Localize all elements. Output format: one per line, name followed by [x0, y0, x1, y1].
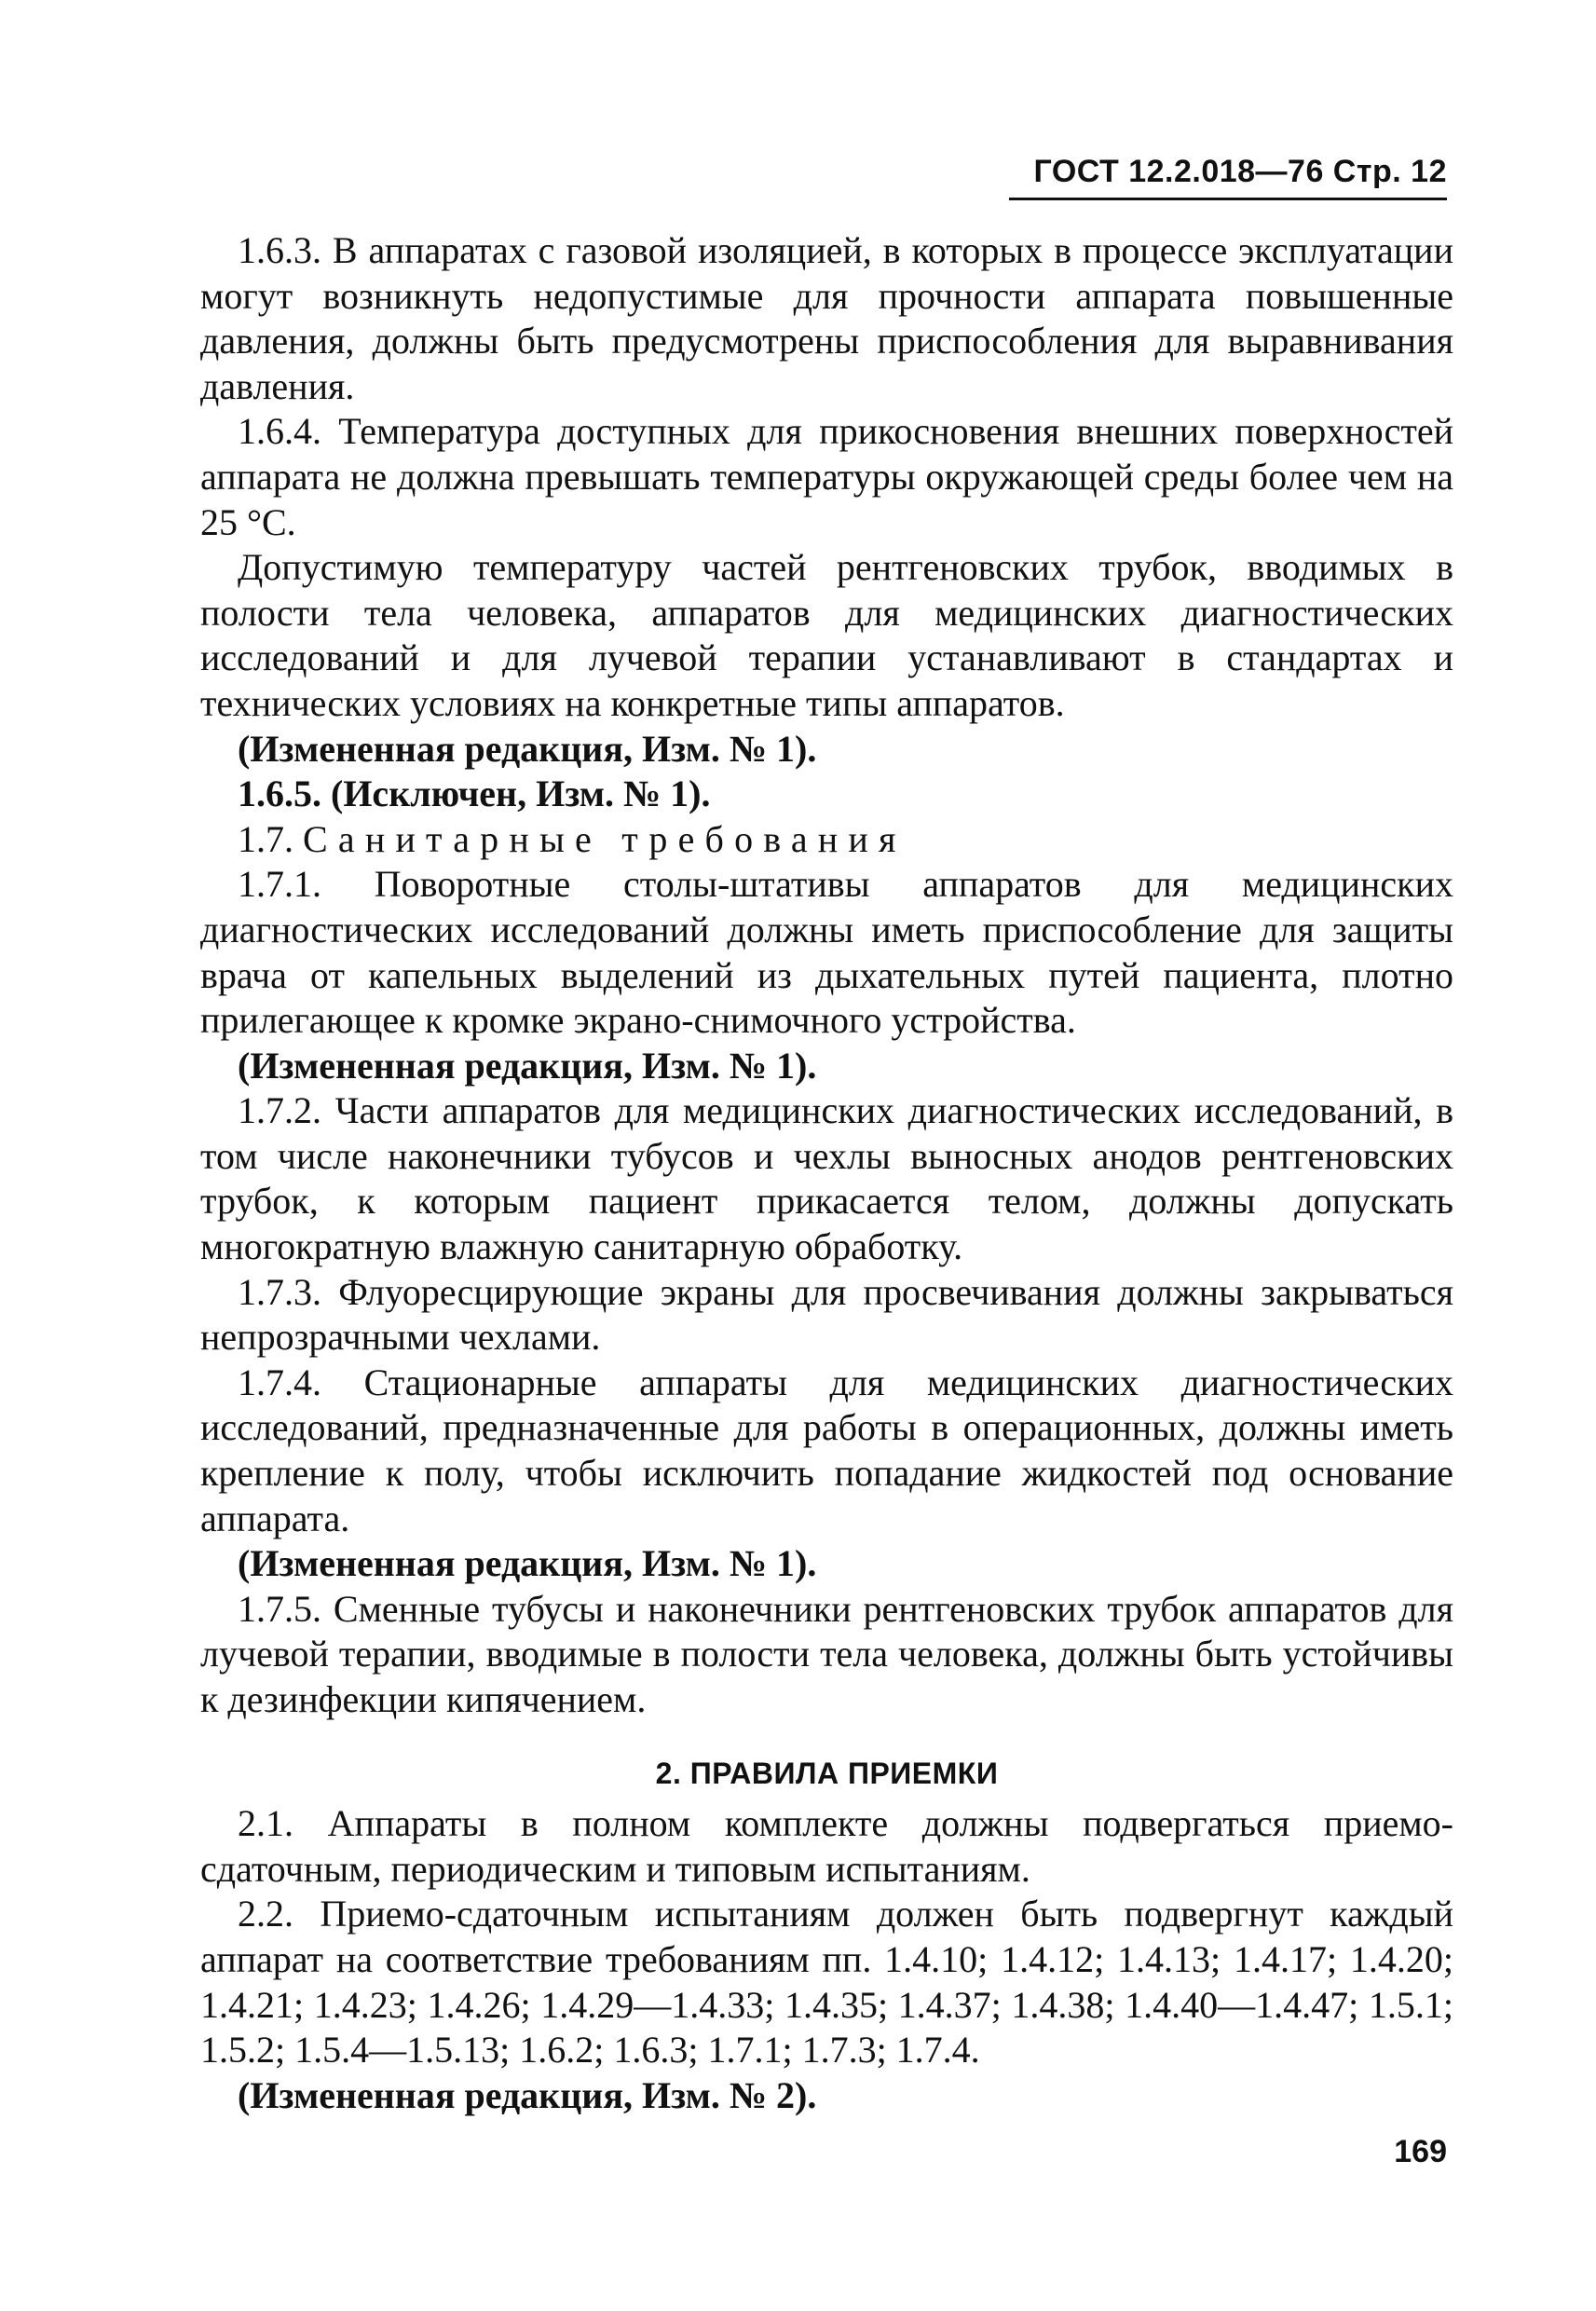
amendment-note-3: (Измененная редакция, Изм. № 1). — [238, 1542, 817, 1585]
subsection-title: Санитарные требования — [303, 817, 907, 860]
paragraph-1-6-3: 1.6.3. В аппаратах с газовой изоляцией, в которых в процессе эксплуатации могут возникнуть недопустимые для прочности аппарата повышенные давления, должны быть предусмотрены приспособления для выравнивания давления. — [200, 229, 1453, 407]
running-header: ГОСТ 12.2.018—76 Стр. 12 — [1033, 154, 1447, 189]
paragraph-1-6-4: 1.6.4. Температура доступных для прикосновения внешних поверхностей аппарата не должна превышать температуры окружающей среды более чем на 25 °С. — [200, 410, 1453, 543]
amendment-note-1: (Измененная редакция, Изм. № 1). — [238, 727, 817, 770]
paragraph-permissible-temperature: Допустимую температуру частей рентгеновских трубок, вводимых в полости тела человека, аппаратов для медицинских диагностических исследований и для лучевой терапии устанавливают в стандартах и технических условиях на конкретные типы аппаратов. — [200, 546, 1453, 724]
paragraph-1-7-3: 1.7.3. Флуоресцирующие экраны для просвечивания должны закрываться непрозрачными чехлами. — [200, 1270, 1453, 1359]
subsection-1-7-heading — [200, 817, 1453, 863]
header-rule — [1009, 198, 1447, 200]
paragraph-1-7-1: 1.7.1. Поворотные столы-штативы аппаратов для медицинских диагностических исследований должны иметь приспособление для защиты врача от капельных выделений из дыхательных путей пациента, плотно прилегающее к кромке экрано-снимочного устройства. — [200, 863, 1453, 1042]
subsection-number: 1.7. — [238, 817, 293, 860]
page-number: 169 — [1394, 2134, 1447, 2169]
paragraph-1-7-4: 1.7.4. Стационарные аппараты для медицинских диагностических исследований, предназначенные для работы в операционных, должны иметь крепление к полу, чтобы исключить попадание жидкостей под основание аппарата. — [200, 1361, 1453, 1539]
page-body — [200, 228, 1453, 2118]
paragraph-2-2: 2.2. Приемо-сдаточным испытаниям должен быть подвергнут каждый аппарат на соответствие требованиям пп. 1.4.10; 1.4.12; 1.4.13; 1.4.17; 1.4.20; 1.4.21; 1.4.23; 1.4.26; 1.4.29—1.4.33; 1.4.35; 1.4.37; 1.4.38; 1.4.40—1.4.47; 1.5.1; 1.5.2; 1.5.4—1.5.13; 1.6.2; 1.6.3; 1.7.1; 1.7.3; 1.7.4. — [200, 1893, 1453, 2072]
paragraph-1-6-5-text: 1.6.5. (Исключен, Изм. № 1). — [238, 773, 711, 815]
paragraph-1-7-5: 1.7.5. Сменные тубусы и наконечники рентгеновских трубок аппаратов для лучевой терапии, вводимые в полости тела человека, должны быть устойчивы к дезинфекции кипячением. — [200, 1587, 1453, 1720]
paragraph-1-6-5 — [200, 772, 1453, 817]
paragraph-2-1: 2.1. Аппараты в полном комплекте должны подвергаться приемо-сдаточным, периодическим и типовым испытаниям. — [200, 1802, 1453, 1890]
section-2-title: 2. ПРАВИЛА ПРИЕМКИ — [655, 1756, 999, 1790]
amendment-note-2: (Измененная редакция, Изм. № 1). — [238, 1044, 817, 1087]
amendment-note-4: (Измененная редакция, Изм. № 2). — [238, 2073, 817, 2116]
paragraph-1-7-2: 1.7.2. Части аппаратов для медицинских диагностических исследований, в том числе наконечники тубусов и чехлы выносных анодов рентгеновских трубок, к которым пациент прикасается телом, должны допускать многократную влажную санитарную обработку. — [200, 1089, 1453, 1268]
